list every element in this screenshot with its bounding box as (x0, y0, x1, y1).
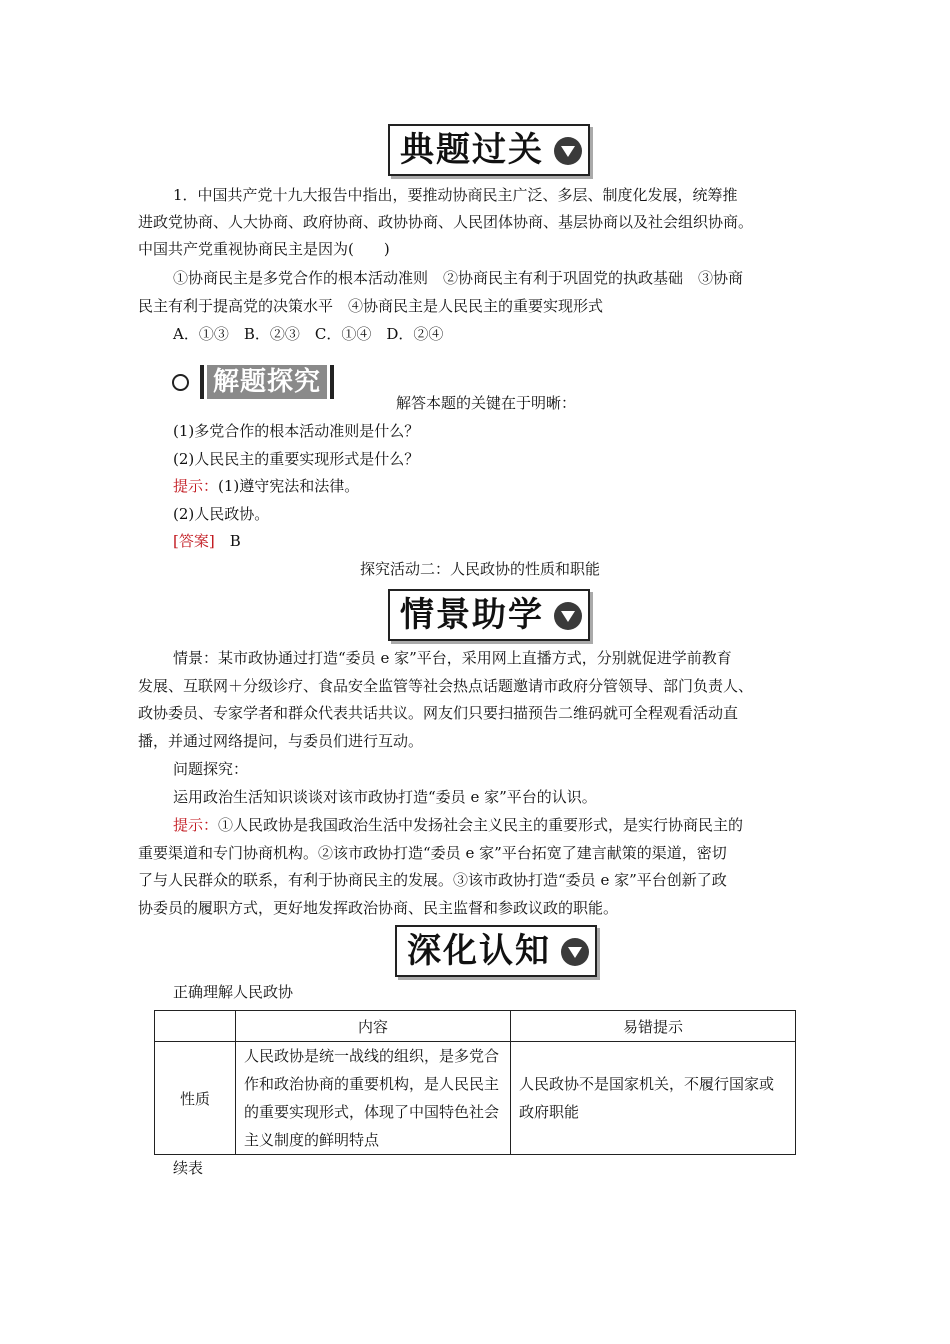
question-text: 中国共产党重视协商民主是因为( ) (138, 240, 390, 258)
question-text: 1．中国共产党十九大报告中指出，要推动协商民主广泛、多层、制度化发展，统筹推 (173, 186, 738, 204)
table-header-cell (155, 1011, 236, 1042)
question-option: ①协商民主是多党合作的根本活动准则 ②协商民主有利于巩固党的执政基础 ③协商 (173, 269, 744, 287)
hint-text: 重要渠道和专门协商机构。②该市政协打造“委员 e 家”平台拓宽了建言献策的渠道，密切 (138, 844, 727, 862)
hint-text: (2)人民政协。 (173, 505, 270, 523)
scene-text: 情景：某市政协通过打造“委员 e 家”平台，采用网上直播方式，分别就促进学前教育 (173, 649, 732, 667)
section-banner-shenhua (395, 925, 597, 977)
table-title: 正确理解人民政协 (173, 983, 294, 1001)
explore-question: (2)人民民主的重要实现形式是什么？ (173, 450, 420, 468)
continued-label: 续表 (173, 1159, 204, 1177)
row-label: 性质 (155, 1042, 236, 1155)
scene-question: 运用政治生活知识谈谈对该市政协打造“委员 e 家”平台的认识。 (173, 788, 597, 806)
table-header-cell: 易错提示 (511, 1011, 796, 1042)
explore-label (172, 362, 337, 402)
banner-title: 情景助学 (400, 595, 544, 635)
explore-title: 解题探究 (207, 365, 327, 399)
table-header-row (155, 1011, 796, 1042)
section-banner-qingjing (388, 589, 590, 641)
divider-bar (330, 365, 334, 399)
section-banner-dianti (388, 124, 590, 176)
answer-line (173, 531, 241, 551)
explore-question: (1)多党合作的根本活动准则是什么？ (173, 422, 420, 440)
scene-text: 播，并通过网络提问，与委员们进行互动。 (138, 732, 424, 750)
hint-text: 协委员的履职方式，更好地发挥政治协商、民主监督和参政议政的职能。 (138, 899, 619, 917)
tip-cell: 人民政协不是国家机关，不履行国家或政府职能 (511, 1042, 796, 1155)
explore-intro: 解答本题的关键在于明晰： (396, 394, 577, 412)
question-option: 民主有利于提高党的决策水平 ④协商民主是人民民主的重要实现形式 (138, 297, 604, 315)
hint-label: 提示： (173, 816, 219, 834)
answer-label: [答案] (173, 532, 215, 550)
answer-choices: A．①③ B．②③ C．①④ D．②④ (173, 325, 444, 343)
hint-text: (1)遵守宪法和法律。 (218, 477, 360, 495)
circle-icon (172, 374, 189, 391)
table-row (155, 1042, 796, 1155)
content-cell: 人民政协是统一战线的组织，是多党合作和政治协商的重要机构，是人民民主的重要实现形式，体现了中国特色社会主义制度的鲜明特点 (236, 1042, 511, 1155)
table-header-cell: 内容 (236, 1011, 511, 1042)
question-title: 问题探究： (173, 760, 249, 778)
explore-hint (173, 476, 359, 496)
banner-title: 深化认知 (407, 931, 551, 971)
activity-title: 探究活动二：人民政协的性质和职能 (360, 560, 601, 578)
divider-bar (200, 365, 204, 399)
hint-text: 了与人民群众的联系，有利于协商民主的发展。③该市政协打造“委员 e 家”平台创新了政 (138, 871, 727, 889)
answer-value: B (229, 532, 241, 550)
question-text: 进政党协商、人大协商、政府协商、政协协商、人民团体协商、基层协商以及社会组织协商。 (138, 213, 754, 231)
hint-label: 提示： (173, 477, 219, 495)
banner-title: 典题过关 (400, 130, 544, 170)
info-table (154, 1010, 796, 1155)
scene-text: 发展、互联网＋分级诊疗、食品安全监管等社会热点话题邀请市政府分管领导、部门负责人、 (138, 677, 754, 695)
hint-text: ①人民政协是我国政治生活中发扬社会主义民主的重要形式，是实行协商民主的 (218, 816, 744, 834)
scene-text: 政协委员、专家学者和群众代表共话共议。网友们只要扫描预告二维码就可全程观看活动直 (138, 704, 739, 722)
triangle-down-icon (554, 137, 582, 165)
scene-hint (173, 815, 743, 835)
triangle-down-icon (554, 602, 582, 630)
triangle-down-icon (561, 938, 589, 966)
